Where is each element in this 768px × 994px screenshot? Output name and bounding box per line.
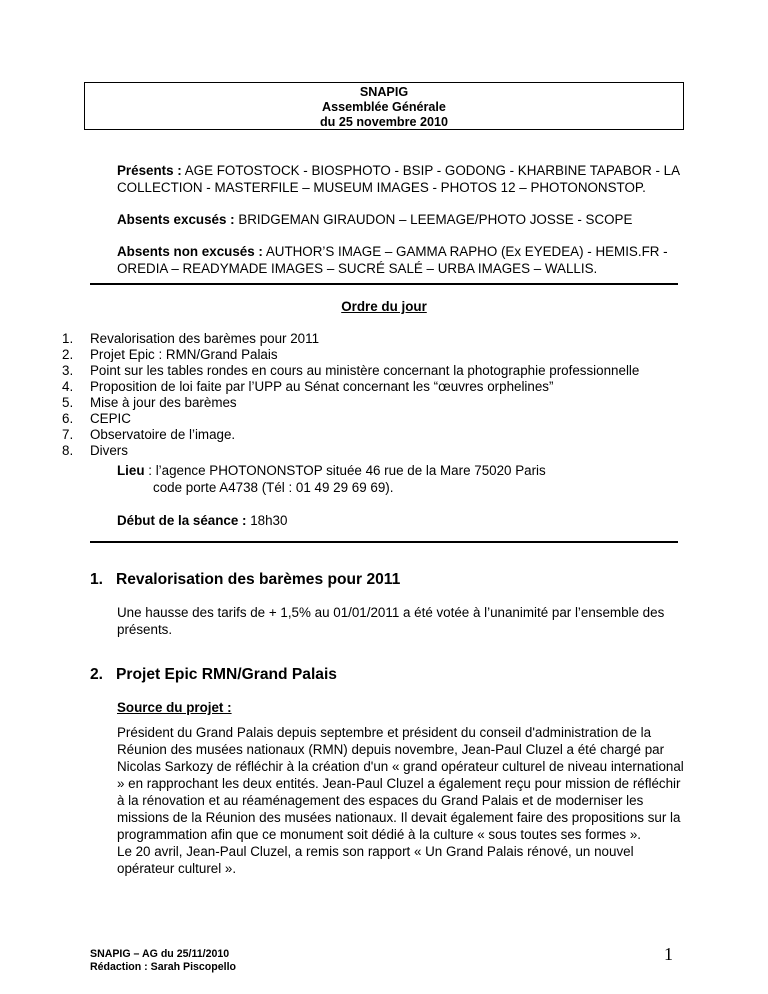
agenda-item-text: Point sur les tables rondes en cours au ministère concernant la photographie professionnelle — [90, 363, 640, 378]
excused-list — [117, 211, 692, 228]
section-number: 1. — [90, 571, 104, 588]
agenda-item-number: 2. — [62, 347, 74, 362]
agenda-item — [62, 395, 639, 411]
agenda-item-number: 6. — [62, 411, 74, 426]
agenda-item-number: 3. — [62, 363, 74, 378]
meeting-date: du 25 novembre 2010 — [319, 115, 449, 129]
present-label: Présents : — [117, 163, 182, 178]
agenda-item — [62, 363, 639, 379]
section-2-body — [117, 724, 687, 877]
unexcused-list — [117, 243, 692, 277]
agenda-item-text: Revalorisation des barèmes pour 2011 — [90, 331, 320, 346]
meeting-place — [117, 462, 692, 479]
excused-label: Absents excusés : — [117, 212, 235, 227]
agenda-item-number: 4. — [62, 379, 74, 394]
agenda-item-text: Proposition de loi faite par l’UPP au Sénat concernant les “œuvres orphelines” — [90, 379, 554, 394]
place-text: : l’agence PHOTONONSTOP située 46 rue de la Mare 75020 Paris — [144, 463, 546, 478]
page-number: 1 — [664, 944, 673, 964]
section-1-body: Une hausse des tarifs de + 1,5% au 01/01/2011 a été votée à l’unanimité par l’ensemble des présents. — [117, 605, 665, 637]
document-title-box — [84, 82, 684, 130]
present-list — [117, 162, 692, 196]
agenda-item-number: 1. — [62, 331, 74, 346]
unexcused-text: AUTHOR’S IMAGE – GAMMA RAPHO (Ex EYEDEA) - HEMIS.FR - OREDIA – READYMADE IMAGES – SUCRÉ SALÉ – URBA IMAGES – WALLIS. — [117, 244, 668, 276]
section-title: Projet Epic RMN/Grand Palais — [116, 666, 337, 683]
excused-text: BRIDGEMAN GIRAUDON – LEEMAGE/PHOTO JOSSE - SCOPE — [234, 212, 633, 227]
divider-bottom — [90, 541, 678, 543]
unexcused-label: Absents non excusés : — [117, 244, 263, 259]
start-text: 18h30 — [246, 513, 288, 528]
meeting-place-code: code porte A4738 (Tél : 01 49 29 69 69). — [153, 480, 394, 495]
agenda-item-text: Divers — [90, 443, 128, 458]
agenda-item — [62, 347, 639, 363]
agenda-item — [62, 331, 639, 347]
section-2-paragraph: Président du Grand Palais depuis septembre et président du conseil d'administration de la Réunion des musées nationaux (RMN) depuis novembre, Jean-Paul Cluzel a été chargé par Nicolas Sarkozy de réfléchir à la création d'un « grand opérateur culturel de niveau international » en rapprochant les deux entités. Jean-Paul Cluzel a également reçu pour mission de réfléchir à la rénovation et au réaménagement des espaces du Grand Palais et de moderniser les missions de la Réunion des musées nationaux. Il devait également faire des propositions sur la programmation afin que ce monument soit dédié à la culture « sous toutes ses formes ». — [117, 725, 684, 842]
meeting-type: Assemblée Générale — [322, 100, 446, 114]
agenda-item-number: 5. — [62, 395, 74, 410]
agenda-item-text: Projet Epic : RMN/Grand Palais — [90, 347, 278, 362]
footer-meeting-ref: SNAPIG – AG du 25/11/2010 — [90, 948, 230, 960]
section-number: 2. — [90, 666, 104, 683]
page-footer — [90, 948, 236, 974]
agenda-item-text: CEPIC — [90, 411, 131, 426]
agenda-item — [62, 427, 639, 443]
agenda-title: Ordre du jour — [341, 299, 427, 314]
agenda-item — [62, 379, 639, 395]
section-title: Revalorisation des barèmes pour 2011 — [116, 571, 401, 588]
present-text: AGE FOTOSTOCK - BIOSPHOTO - BSIP - GODONG - KHARBINE TAPABOR - LA COLLECTION - MASTERFILE – MUSEUM IMAGES - PHOTOS 12 – PHOTONONSTOP. — [117, 163, 680, 195]
section-2-subheading: Source du projet : — [117, 700, 232, 715]
section-2-heading — [90, 665, 337, 684]
meeting-start — [117, 512, 692, 529]
org-name: SNAPIG — [359, 85, 409, 99]
agenda-item — [62, 443, 639, 459]
start-label: Début de la séance : — [117, 513, 247, 528]
section-2-paragraph: Le 20 avril, Jean-Paul Cluzel, a remis son rapport « Un Grand Palais rénové, un nouvel opérateur culturel ». — [117, 844, 634, 876]
footer-author: Rédaction : Sarah Piscopello — [90, 961, 236, 973]
agenda-item — [62, 411, 639, 427]
divider-top — [90, 283, 678, 285]
agenda-item-number: 7. — [62, 427, 74, 442]
place-label: Lieu — [117, 463, 145, 478]
agenda-item-number: 8. — [62, 443, 74, 458]
section-1-heading — [90, 570, 400, 589]
agenda-item-text: Mise à jour des barèmes — [90, 395, 237, 410]
agenda-item-text: Observatoire de l’image. — [90, 427, 236, 442]
agenda-list — [62, 331, 639, 459]
